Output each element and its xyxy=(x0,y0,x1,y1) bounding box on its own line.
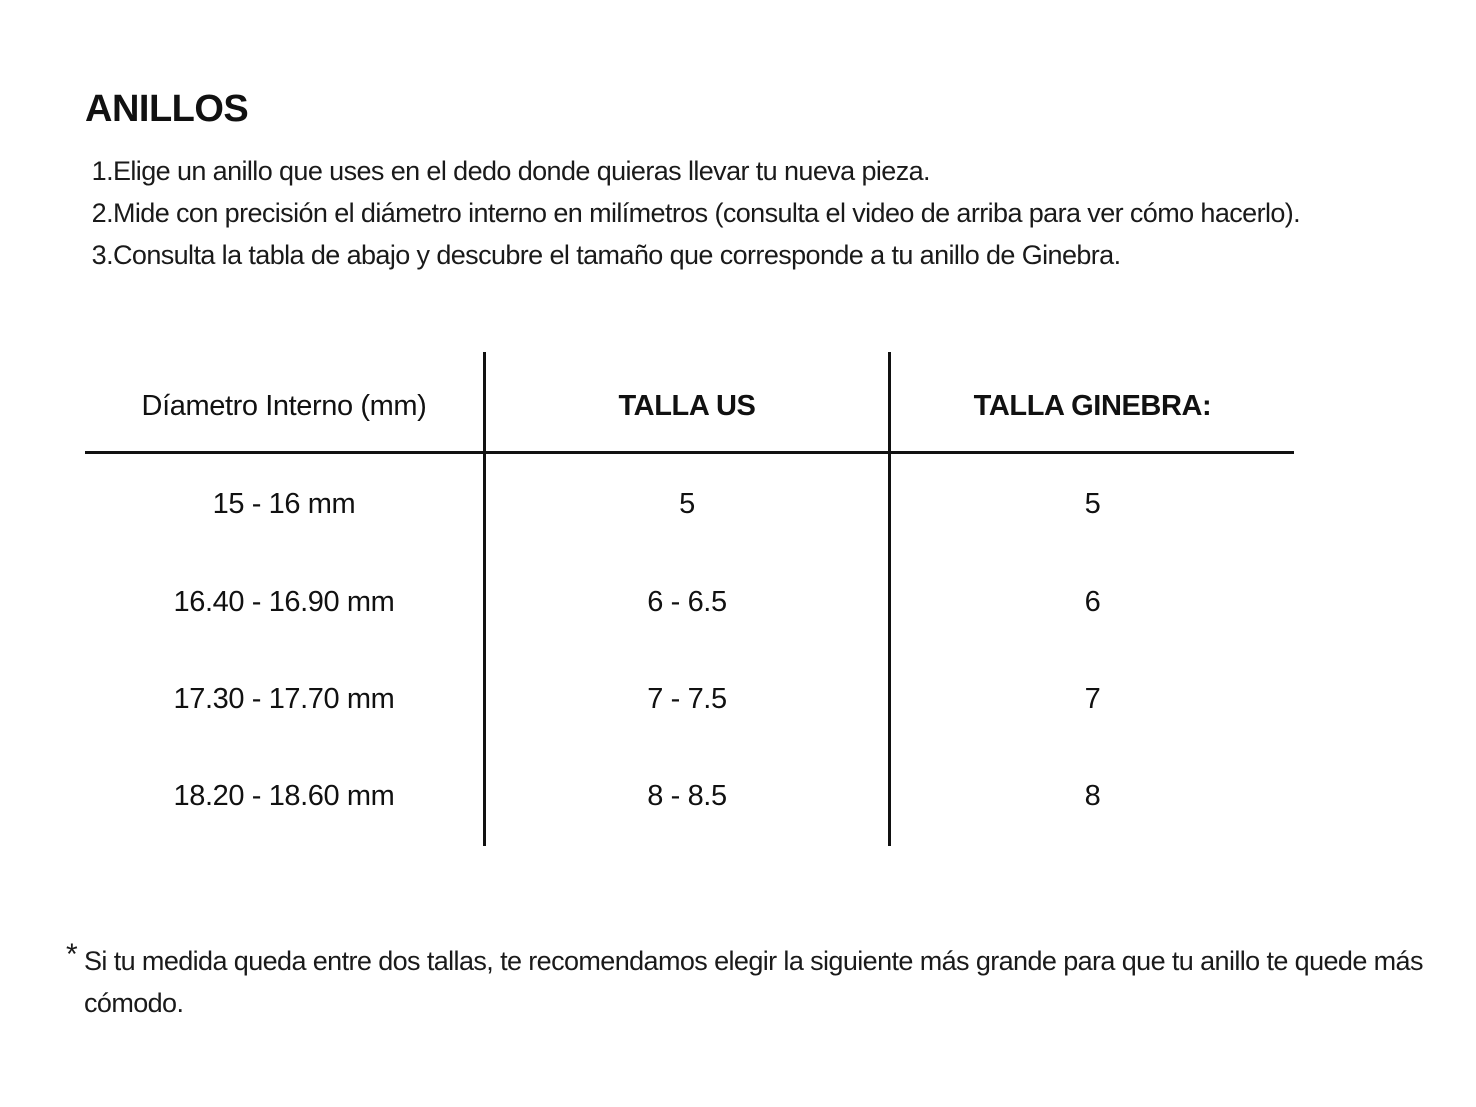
asterisk-marker: * xyxy=(66,938,78,971)
cell-ginebra-size: 8 xyxy=(1084,779,1101,812)
instruction-step xyxy=(80,234,1300,276)
step-text: Consulta la tabla de abajo y descubre el tamaño que corresponde a tu anillo de Ginebra. xyxy=(113,240,1121,270)
size-table xyxy=(85,352,1294,846)
cell-diameter: 17.30 - 17.70 mm xyxy=(173,682,395,715)
step-text: Mide con precisión el diámetro interno en milímetros (consulta el video de arriba para ver cómo hacerlo). xyxy=(113,198,1301,228)
instructions-list xyxy=(80,150,1300,276)
instruction-step xyxy=(80,150,1300,192)
cell-diameter: 15 - 16 mm xyxy=(212,487,356,520)
step-number: 3. xyxy=(91,240,113,270)
header-divider xyxy=(85,451,1294,454)
header-us-size: TALLA US xyxy=(618,389,756,422)
footnote xyxy=(66,940,1436,1024)
step-number: 1. xyxy=(91,156,113,186)
cell-ginebra-size: 5 xyxy=(1084,487,1101,520)
cell-us-size: 8 - 8.5 xyxy=(647,779,727,812)
page-title: ANILLOS xyxy=(85,88,249,130)
header-ginebra-size: TALLA GINEBRA: xyxy=(973,389,1212,422)
instruction-step xyxy=(80,192,1300,234)
cell-us-size: 7 - 7.5 xyxy=(647,682,727,715)
cell-diameter: 18.20 - 18.60 mm xyxy=(173,779,395,812)
cell-diameter: 16.40 - 16.90 mm xyxy=(173,585,395,618)
step-text: Elige un anillo que uses en el dedo donde quieras llevar tu nueva pieza. xyxy=(113,156,930,186)
cell-ginebra-size: 7 xyxy=(1084,682,1101,715)
cell-us-size: 5 xyxy=(679,487,695,520)
cell-us-size: 6 - 6.5 xyxy=(647,585,727,618)
footnote-text: Si tu medida queda entre dos tallas, te recomendamos elegir la siguiente más grande para que tu anillo te quede más cómodo. xyxy=(84,946,1423,1018)
header-diameter: Díametro Interno (mm) xyxy=(141,389,427,422)
step-number: 2. xyxy=(91,198,113,228)
cell-ginebra-size: 6 xyxy=(1084,585,1101,618)
